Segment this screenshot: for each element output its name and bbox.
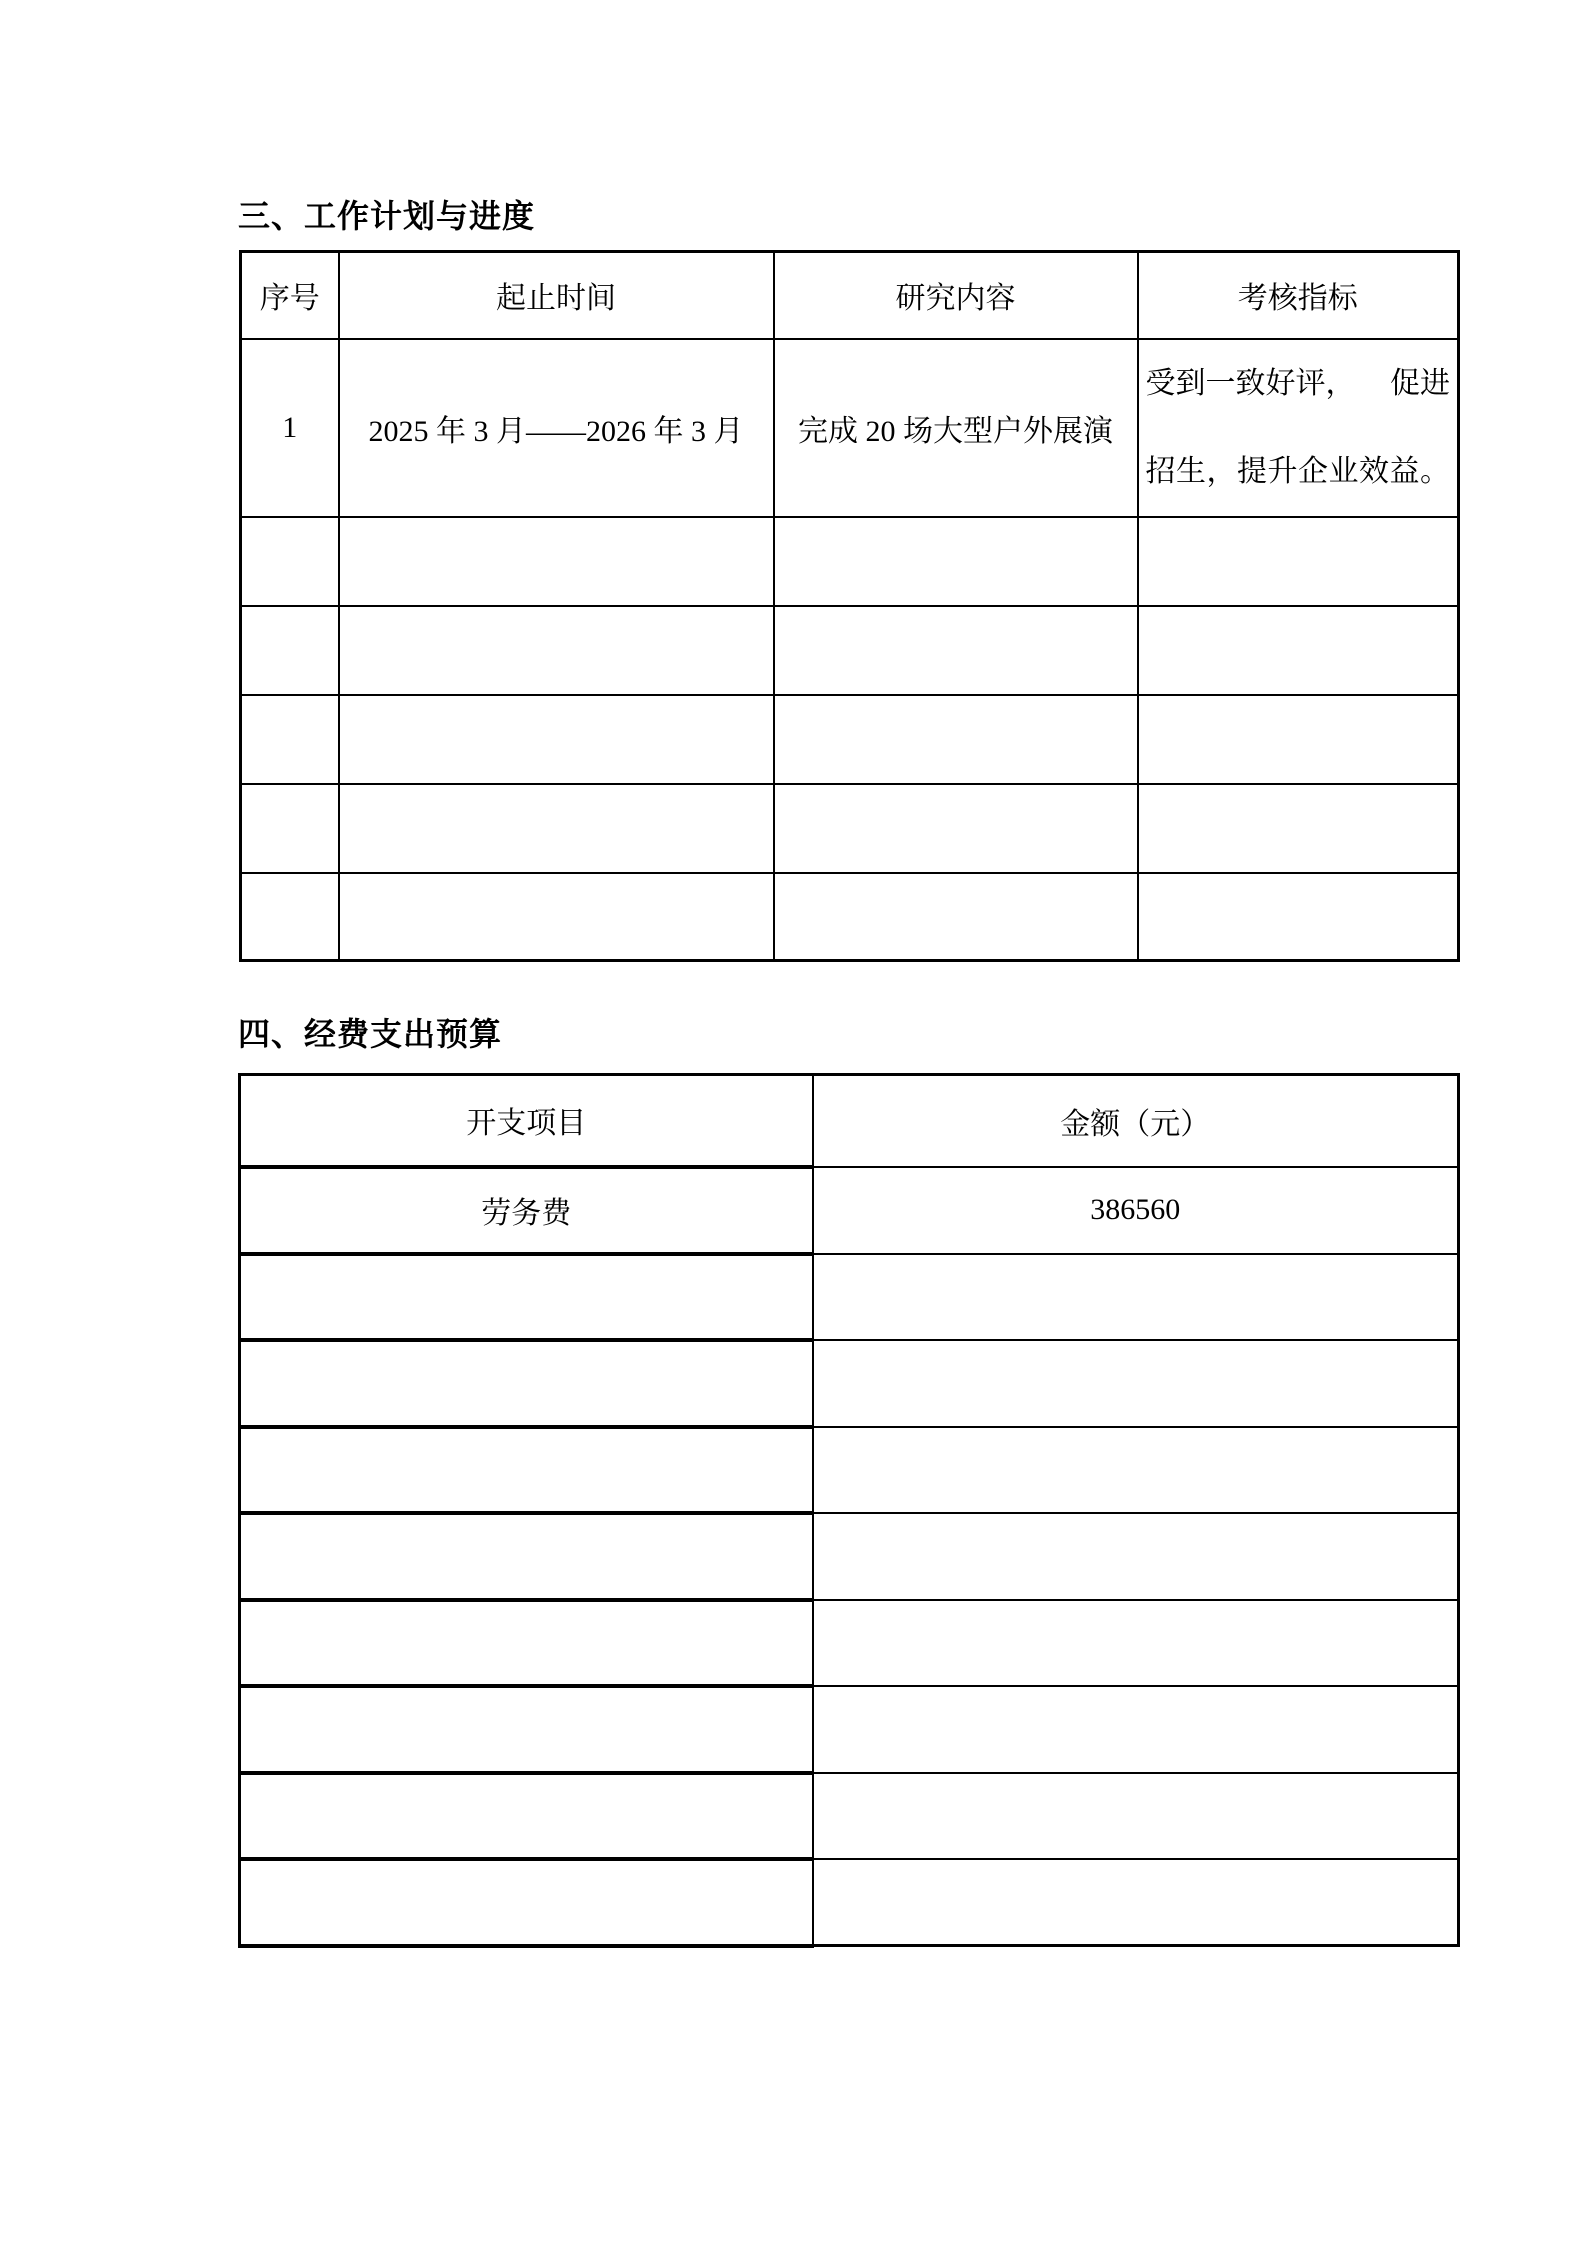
budget-table xyxy=(238,1073,1460,1948)
cell-assessment xyxy=(1138,339,1459,517)
budget-empty-row xyxy=(240,1686,1459,1773)
budget-empty-row xyxy=(240,1773,1459,1859)
budget-data-row xyxy=(240,1167,1459,1254)
header-period: 起止时间 xyxy=(339,252,774,339)
work-plan-table xyxy=(239,250,1460,962)
header-amount: 金额（元） xyxy=(813,1075,1459,1167)
assessment-line-2: 招生，提升企业效益。 xyxy=(1145,454,1450,488)
work-plan-header-row xyxy=(241,252,1459,339)
section-title-budget: 四、经费支出预算 xyxy=(238,1016,503,1052)
cell-research-content: 完成 20 场大型户外展演 xyxy=(774,339,1138,517)
cell-amount: 386560 xyxy=(813,1167,1459,1254)
budget-empty-row xyxy=(240,1427,1459,1513)
work-plan-empty-row xyxy=(241,784,1459,873)
header-expense-item: 开支项目 xyxy=(240,1075,813,1167)
budget-empty-row xyxy=(240,1859,1459,1946)
cell-serial: 1 xyxy=(241,339,339,517)
budget-empty-row xyxy=(240,1254,1459,1340)
header-research-content: 研究内容 xyxy=(774,252,1138,339)
budget-empty-row xyxy=(240,1513,1459,1600)
work-plan-empty-row xyxy=(241,873,1459,961)
budget-header-row xyxy=(240,1075,1459,1167)
work-plan-data-row xyxy=(241,339,1459,517)
work-plan-empty-row xyxy=(241,517,1459,606)
work-plan-empty-row xyxy=(241,695,1459,784)
section-title-work-plan: 三、工作计划与进度 xyxy=(238,198,536,234)
cell-expense-item: 劳务费 xyxy=(240,1167,813,1254)
work-plan-empty-row xyxy=(241,606,1459,695)
header-assessment: 考核指标 xyxy=(1138,252,1459,339)
budget-empty-row xyxy=(240,1600,1459,1686)
budget-empty-row xyxy=(240,1340,1459,1427)
assessment-line-1: 受到一致好评， 促进 xyxy=(1145,366,1450,400)
cell-period: 2025 年 3 月——2026 年 3 月 xyxy=(339,339,774,517)
header-serial: 序号 xyxy=(241,252,339,339)
